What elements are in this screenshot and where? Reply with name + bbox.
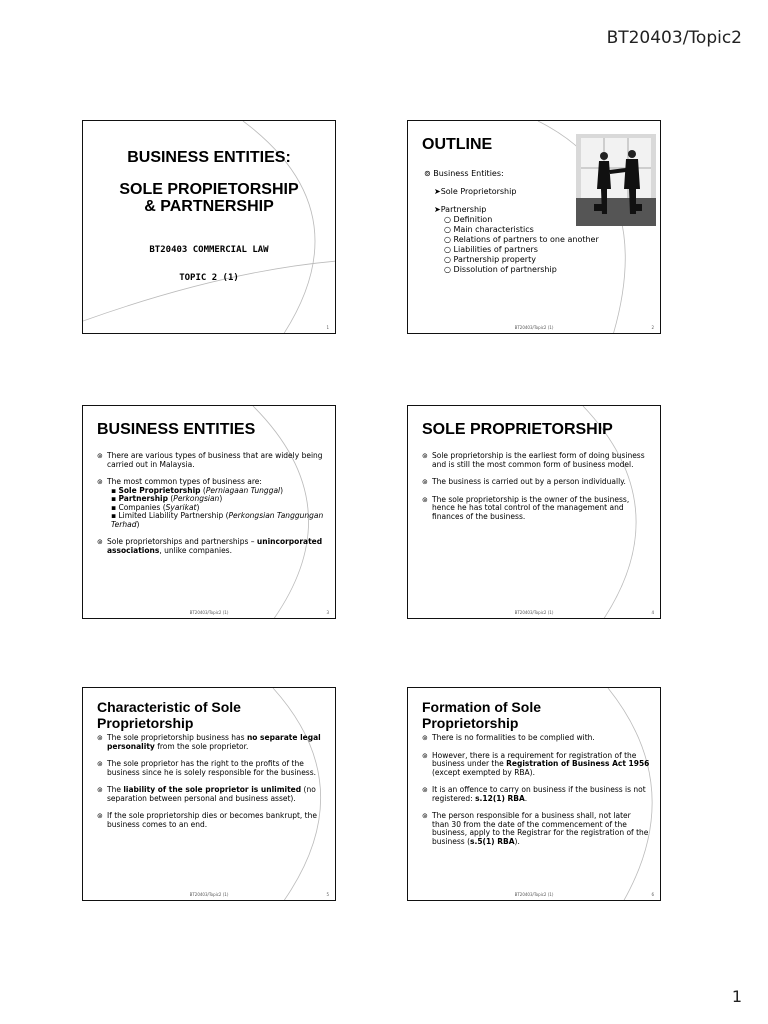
circle-bullet-icon: ⊚ <box>422 495 428 504</box>
title-line-1: Formation of Sole <box>422 699 541 715</box>
circle-bullet-icon: ⊚ <box>97 760 103 768</box>
slide-footer: BT20403/Topic2 (1) <box>189 610 229 615</box>
circle-bullet-icon: ⊚ <box>97 538 103 546</box>
slide-subtitle <box>83 181 335 215</box>
slide-3-business-entities <box>82 405 336 619</box>
arrow-bullet-icon: ➤ <box>434 205 441 214</box>
business-type-list <box>107 487 325 530</box>
slide-footer: BT20403/Topic2 (1) <box>514 325 554 330</box>
bullet-item: ⊚ The sole proprietorship is the owner of the business, hence he has total control of the management and finances of the business. <box>422 494 630 521</box>
circle-icon: ○ <box>444 265 454 274</box>
bullet-list <box>97 734 325 838</box>
business-type-item: ▪ Sole Proprietorship (Perniagaan Tunggal) <box>111 485 284 495</box>
circle-bullet-icon: ⊚ <box>422 751 428 760</box>
circle-icon: ○ <box>444 225 454 234</box>
circle-bullet-icon: ⊚ <box>422 786 428 794</box>
bullet-item: ⊚ There are various types of business that are widely being carried out in Malaysia. <box>97 451 323 469</box>
slide-title: BUSINESS ENTITIES <box>97 421 256 438</box>
bullet-item: ⊚ It is an offence to carry on business if the business is not registered: s.12(1) RBA. <box>422 785 646 803</box>
topic-label: TOPIC 2 (1) <box>179 273 239 283</box>
outline-item: ⊚ Business Entities: <box>424 169 504 178</box>
outline-subitem: ➤Sole Proprietorship <box>434 187 517 196</box>
bullet-item: ⊚ Sole proprietorship is the earliest form of doing business and is still the most common form of business model. <box>422 451 645 469</box>
slide-number: 1 <box>326 325 329 330</box>
slide-title: SOLE PROPRIETORSHIP <box>422 421 613 438</box>
outline-point: ○ Main characteristics <box>444 225 534 234</box>
slide-4-sole-proprietorship <box>407 405 661 619</box>
page-number: 1 <box>731 987 742 1006</box>
bullet-item: ⊚ The business is carried out by a person individually. <box>422 477 626 486</box>
bullet-item: ⊚ The liability of the sole proprietor is unlimited (no separation between personal and business asset). <box>97 785 316 803</box>
arrow-bullet-icon: ➤ <box>434 187 441 196</box>
outline-list <box>424 169 599 275</box>
subtitle-line-1: SOLE PROPIETORSHIP <box>119 181 299 198</box>
circle-icon: ○ <box>444 235 454 244</box>
slide-6-formation <box>407 687 661 901</box>
circle-icon: ○ <box>444 215 454 224</box>
circle-bullet-icon: ⊚ <box>97 786 103 794</box>
slide-title <box>97 699 307 731</box>
circle-bullet-icon: ⊚ <box>97 478 103 486</box>
bullet-item: ⊚ However, there is a requirement for registration of the business under the Registration of Business Act 1956 (except exempted by RBA). <box>422 750 650 777</box>
circle-bullet-icon: ⊚ <box>97 812 103 820</box>
outline-point: ○ Dissolution of partnership <box>444 265 557 274</box>
slide-number: 6 <box>651 892 654 897</box>
slide-1-title <box>82 120 336 334</box>
outline-point: ○ Liabilities of partners <box>444 245 538 254</box>
circle-icon: ○ <box>444 255 454 264</box>
bullet-item: ⊚ There is no formalities to be complied with. <box>422 733 595 742</box>
slide-2-outline <box>407 120 661 334</box>
title-line-1: Characteristic of Sole <box>97 699 241 715</box>
slide-title: BUSINESS ENTITIES: <box>127 149 291 166</box>
circle-bullet-icon: ⊚ <box>424 169 434 178</box>
bullet-item: ⊚ If the sole proprietorship dies or becomes bankrupt, the business comes to an end. <box>97 811 317 829</box>
slide-footer: BT20403/Topic2 (1) <box>189 892 229 897</box>
outline-point: ○ Definition <box>444 215 493 224</box>
bullet-item: ⊚ The person responsible for a business shall, not later than 30 from the date of the commencement of the business, apply to the Registrar for the registration of the business (s.5(1) RBA). <box>422 811 649 846</box>
business-type-item: ▪ Companies (Syarikat) <box>111 502 200 512</box>
bullet-item: ⊚ The most common types of business are: ▪ Sole Proprietorship (Perniagaan Tunggal) ▪ Partnership (Perkongsian) ▪ Companies (Syarikat) ▪ Limited Liability Partnership (Perkongsian Tanggungan Terhad) <box>97 477 324 529</box>
circle-bullet-icon: ⊚ <box>97 734 103 742</box>
bullet-list <box>97 452 325 564</box>
circle-bullet-icon: ⊚ <box>422 478 428 486</box>
title-line-2: Proprietorship <box>97 715 194 731</box>
circle-bullet-icon: ⊚ <box>422 734 428 742</box>
business-type-item: ▪ Partnership (Perkongsian) <box>111 494 223 503</box>
circle-bullet-icon: ⊚ <box>97 452 103 460</box>
bullet-item: ⊚ The sole proprietorship business has no separate legal personality from the sole proprietor. <box>97 733 321 751</box>
bullet-item: ⊚ Sole proprietorships and partnerships – unincorporated associations, unlike companies. <box>97 537 323 555</box>
business-type-item: ▪ Limited Liability Partnership (Perkongsian Tanggungan Terhad) <box>111 511 324 529</box>
circle-bullet-icon: ⊚ <box>422 812 428 820</box>
bullet-list <box>422 734 650 855</box>
outline-subitem: ➤Partnership <box>434 205 487 214</box>
bullet-list <box>422 452 650 530</box>
slide-footer: BT20403/Topic2 (1) <box>514 610 554 615</box>
document-header-code: BT20403/Topic2 <box>606 28 742 48</box>
slide-title <box>422 699 632 731</box>
slide-number: 3 <box>326 610 329 615</box>
slide-title: OUTLINE <box>422 136 493 153</box>
slide-footer: BT20403/Topic2 (1) <box>514 892 554 897</box>
slide-number: 4 <box>651 610 654 615</box>
outline-point: ○ Partnership property <box>444 255 536 264</box>
slide-number: 5 <box>326 892 329 897</box>
subtitle-line-2: & PARTNERSHIP <box>144 198 274 215</box>
title-line-2: Proprietorship <box>422 715 519 731</box>
outline-point: ○ Relations of partners to one another <box>444 235 599 244</box>
bullet-item: ⊚ The sole proprietor has the right to the profits of the business since he is solely responsible for the business. <box>97 759 317 777</box>
slide-number: 2 <box>651 325 654 330</box>
slide-5-characteristic <box>82 687 336 901</box>
course-name: BT20403 COMMERCIAL LAW <box>149 245 269 255</box>
circle-bullet-icon: ⊚ <box>422 452 428 460</box>
circle-icon: ○ <box>444 245 454 254</box>
